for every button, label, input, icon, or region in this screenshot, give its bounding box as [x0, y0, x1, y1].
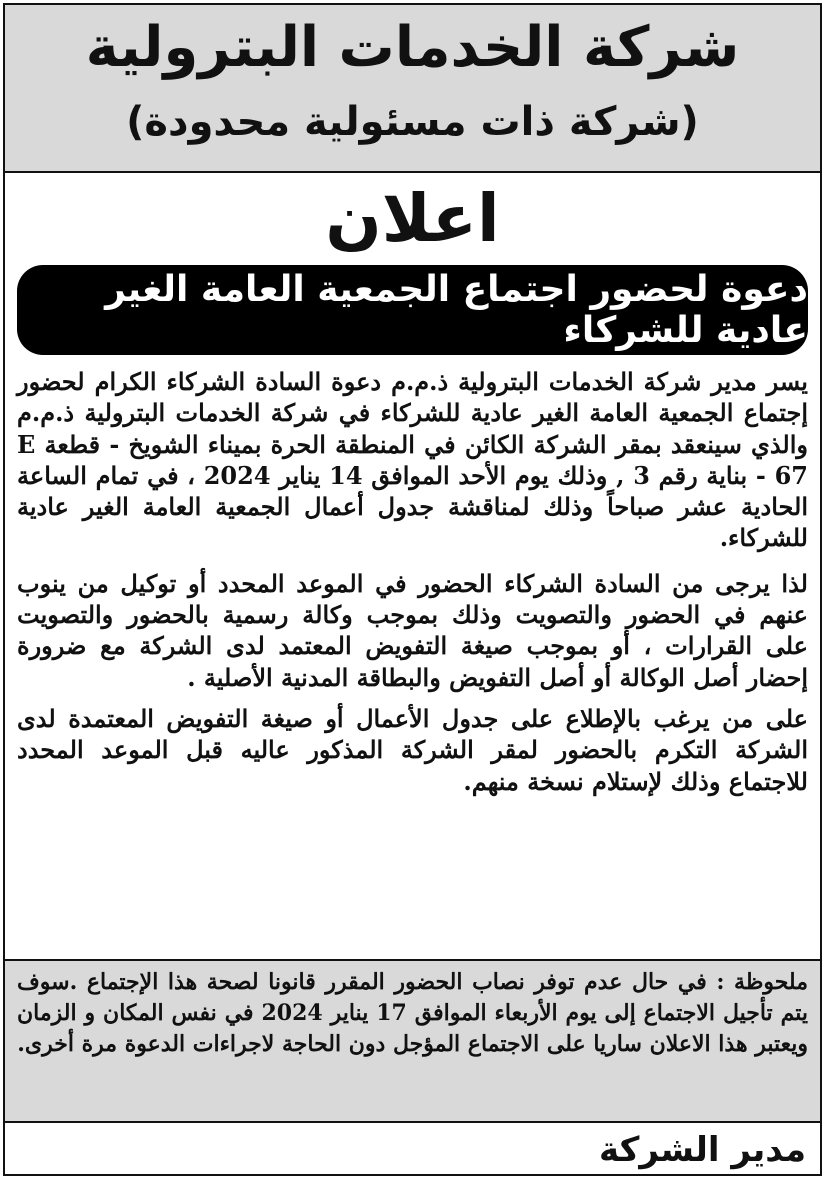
company-name: شركة الخدمات البترولية	[85, 15, 740, 80]
body-paragraph-2: لذا يرجى من السادة الشركاء الحضور في الموعد المحدد أو توكيل من ينوب عنهم في الحضور والتصويت وذلك بموجب وكالة رسمية بالحضور والتصويت على القرارات ، أو بموجب صيغة التفويض المعتمد لدى الشركة مع ضرورة إحضار أصل الوكالة أو أصل التفويض والبطاقة المدنية الأصلية .	[17, 568, 809, 692]
note-box	[5, 959, 820, 1123]
body-paragraph-1: يسر مدير شركة الخدمات البترولية ذ.م.م دعوة السادة الشركاء الكرام لحضور إجتماع الجمعية العامة الغير عادية للشركاء في شركة الخدمات البترولية ذ.م.م والذي سينعقد بمقر الشركة الكائن في المنطقة الحرة بميناء الشويخ - قطعة E 67 - بناية رقم 3 , وذلك يوم الأحد الموافق 14 يناير 2024 ، في تمام الساعة الحادية عشر صباحاً وذلك لمناقشة جدول أعمال الجمعية العامة الغير عادية للشركاء.	[17, 367, 808, 553]
company-header	[5, 5, 820, 173]
invitation-banner	[17, 265, 808, 355]
announcement-page	[3, 3, 822, 1176]
body-paragraph-3: على من يرغب بالإطلاع على جدول الأعمال أو صيغة التفويض المعتمدة لدى الشركة التكرم بالحضور لمقر الشركة المذكور عاليه قبل الموعد المحدد للاجتماع وذلك لإستلام نسخة منهم.	[17, 703, 808, 796]
signature: مدير الشركة	[598, 1130, 806, 1170]
company-legal-form: (شركة ذات مسئولية محدودة)	[126, 99, 699, 145]
invitation-banner-text: دعوة لحضور اجتماع الجمعية العامة الغير عادية للشركاء	[105, 269, 808, 351]
announcement-title: اعلان	[325, 180, 500, 257]
note-text: ملحوظة : في حال عدم توفر نصاب الحضور المقرر قانونا لصحة هذا الإجتماع .سوف يتم تأجيل الاجتماع إلى يوم الأربعاء الموافق 17 يناير 2024 في نفس المكان و الزمان ويعتبر هذا الاعلان ساريا على الاجتماع المؤجل دون الحاجة لاجراءات الدعوة مرة أخرى.	[17, 969, 808, 1057]
